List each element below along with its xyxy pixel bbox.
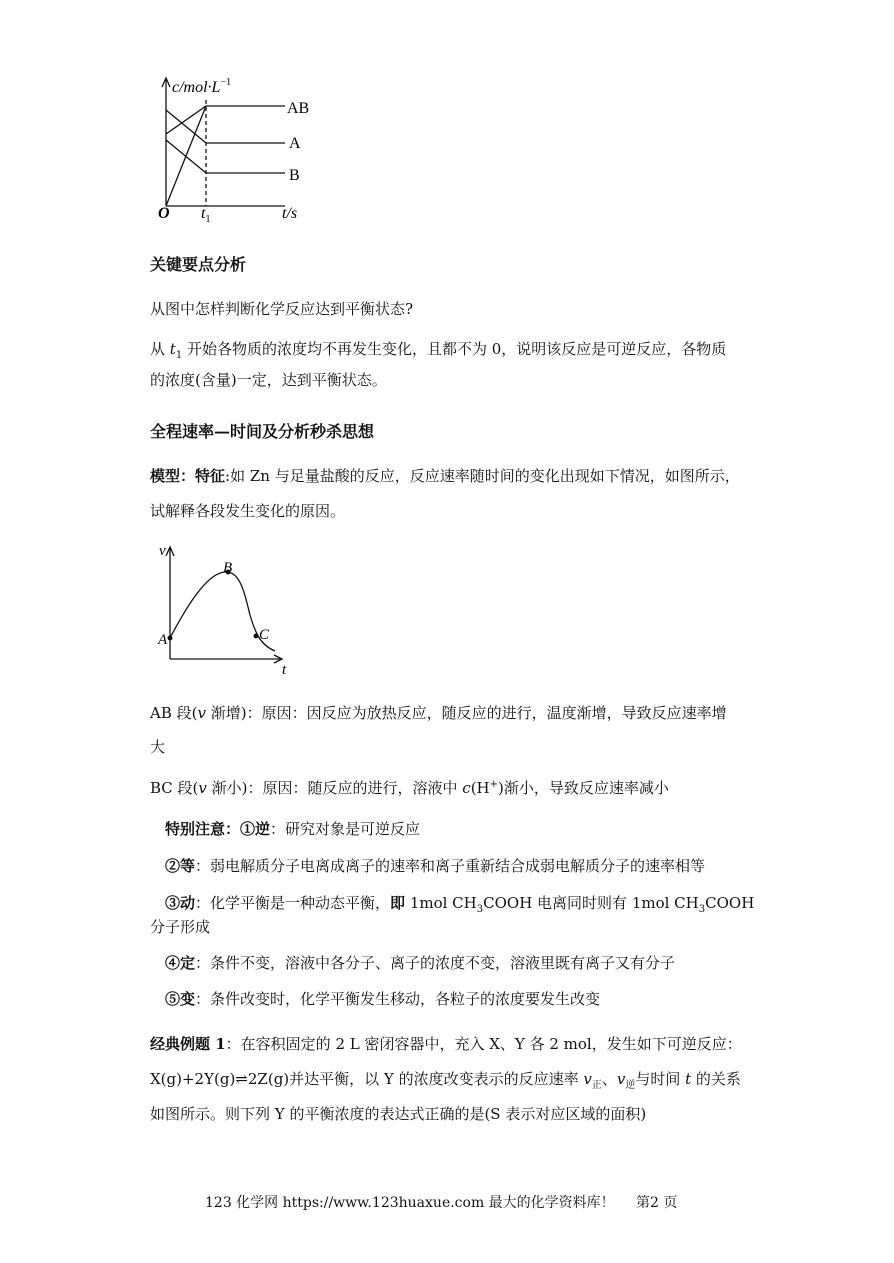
question-text: 从图中怎样判断化学反应达到平衡状态? — [150, 300, 414, 318]
note-1: 特别注意：①逆：研究对象是可逆反应 — [165, 820, 421, 838]
series-label-a: A — [289, 135, 301, 152]
example-line-3: 如图所示。则下列 Y 的平衡浓度的表达式正确的是(S 表示对应区域的面积) — [150, 1105, 647, 1123]
note-3-line-1: ③动：化学平衡是一种动态平衡，即 1mol $CH_3COOH$ 电离同时则有 1mol $CH_3COOH$ — [165, 894, 755, 915]
rate-time-heading: 全程速率—时间及分析秒杀思想 — [150, 422, 375, 441]
x-axis-label: t/s — [282, 205, 298, 222]
page-number: 第2 页 — [636, 1195, 678, 1211]
answer-line-1: 从 $t_1$ 开始各物质的浓度均不再发生变化，且都不为 0，说明该反应是可逆反应，各物质 — [150, 340, 727, 361]
point-label-a: A — [158, 632, 168, 648]
note-3-line-2: 分子形成 — [150, 918, 211, 936]
ab-segment-line-1: AB 段(v 渐增)：原因：因反应为放热反应，随反应的进行，温度渐增，导致反应速率增 — [150, 704, 727, 722]
series-label-b: B — [289, 167, 300, 184]
concentration-time-figure — [150, 70, 330, 225]
y-axis-label: $c/mol\cdot L^{-1}$ — [172, 77, 232, 96]
origin-label: O — [158, 205, 170, 222]
ab-segment-line-2: 大 — [150, 738, 166, 756]
t1-label: $t_1$ — [201, 205, 211, 225]
rate-time-figure — [150, 540, 310, 680]
point-label-c: C — [259, 627, 270, 643]
note-4: ④定：条件不变，溶液中各分子、离子的浓度不变，溶液里既有离子又有分子 — [165, 954, 676, 972]
answer-line-2: 的浓度(含量)一定，达到平衡状态。 — [150, 371, 387, 389]
example-line-2: X(g)+2Y(g)⇌2Z(g)并达平衡，以 Y 的浓度改变表示的反应速率 $v_正$、$v_逆$与时间 t 的关系 — [150, 1070, 741, 1091]
note-2: ②等：弱电解质分子电离成离子的速率和离子重新结合成弱电解质分子的速率相等 — [165, 857, 706, 875]
point-label-b: B — [223, 560, 233, 576]
model-line-1: 模型：特征:如 Zn 与足量盐酸的反应，反应速率随时间的变化出现如下情况，如图所示， — [150, 467, 740, 485]
example-line-1: 经典例题 1：在容积固定的 2 L 密闭容器中，充入 X、Y 各 2 mol，发生如下可逆反应： — [150, 1035, 742, 1053]
t-axis-label: t — [282, 662, 287, 678]
series-label-ab: AB — [287, 100, 310, 117]
key-points-heading: 关键要点分析 — [150, 255, 247, 274]
v-axis-label: v — [159, 543, 166, 559]
note-5: ⑤变：条件改变时，化学平衡发生移动，各粒子的浓度要发生改变 — [165, 990, 601, 1008]
footer-text: 123 化学网 https://www.123huaxue.com 最大的化学资料库！ — [205, 1195, 615, 1211]
bc-segment-line: BC 段(v 渐小)：原因：随反应的进行，溶液中 c(H+)渐小，导致反应速率减小 — [150, 779, 669, 797]
model-line-2: 试解释各段发生变化的原因。 — [150, 502, 346, 520]
